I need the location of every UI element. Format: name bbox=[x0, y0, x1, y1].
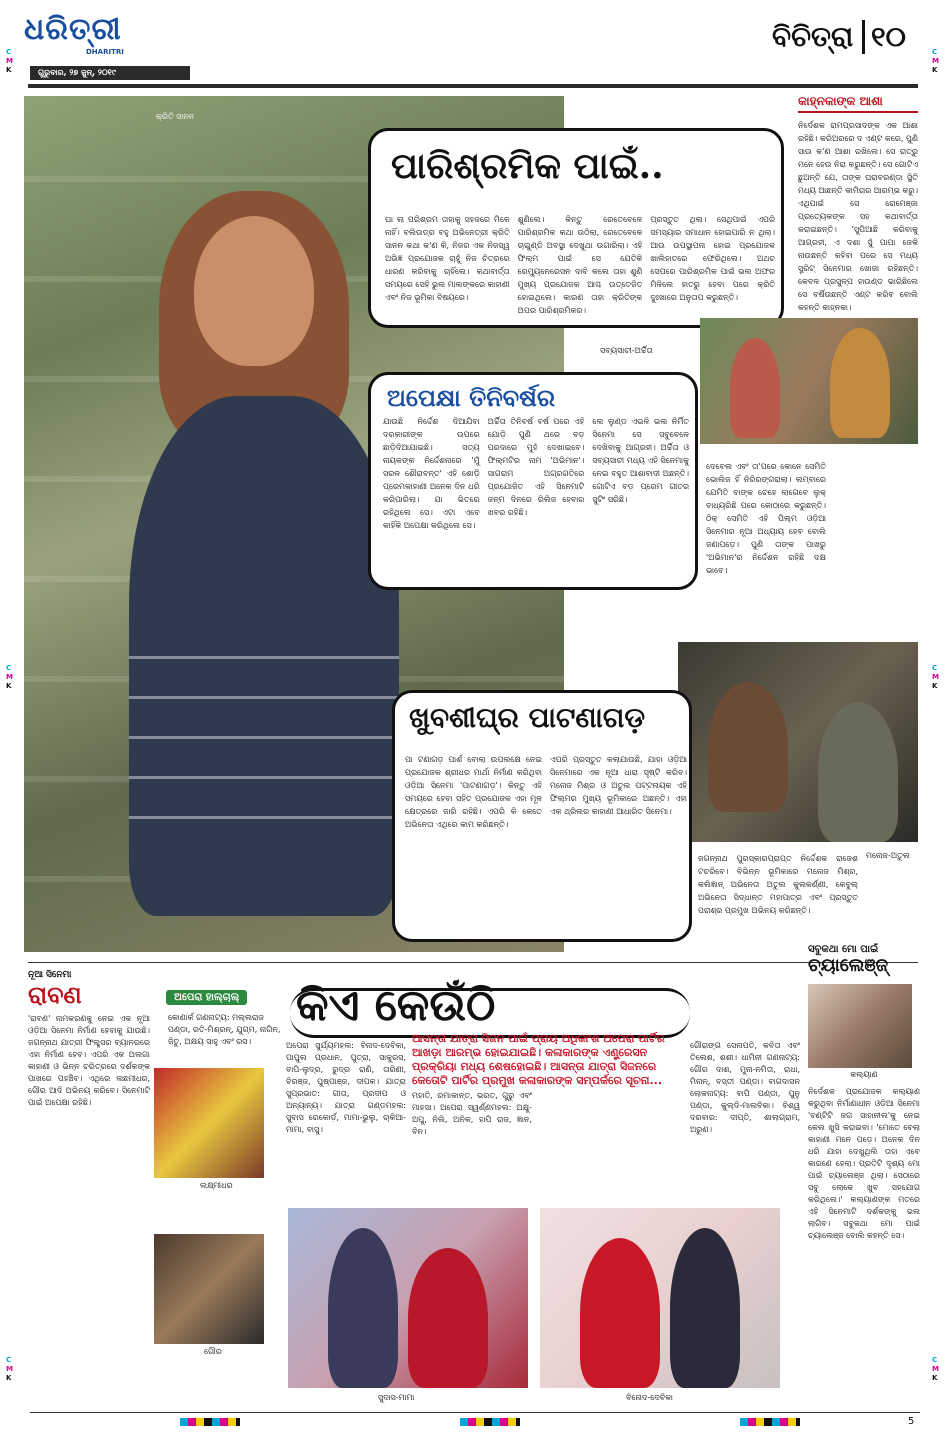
challenge-body: ନିର୍ଦେଶକ ପ୍ରଯୋଜକ କଲ୍ୟାଣ କରୁଥିବା ନିର୍ମାଣାଧୀନ ଓଡ଼ିଆ ସିନେମା 'ବଣ୍ଟିଟି ଜଗ ସାହାନୀଲ'କୁ ନେଇ କେଲ ଖୁସି କରାଇବା। 'ମୋତେ ବେଲା କାହାଣୀ ମନେ ପଡ଼େ। ଅନେକ ଦିନ ଧରି ଯାହା ଦେଖୁଥିଲି ତାହା ଏବେ କାରଣେ ହେଲା। ପ୍ରତିଟି ଦୃଶ୍ୟ ମୋ ପାଇଁ ଚ୍ୟାଲେଞ୍ଜ ଥିଲା। ସେଠାରେ ସବୁ ଲୋକେ ଖୁବ ସହଯୋଗ କରିଥିଲେ।' କଲ୍ୟାଣଙ୍କ ମତରେ ଏହି ସିନେମାଟି ଦର୍ଶକଙ୍କୁ ଭଲ ଲାଗିବ। ସବୁକଥା ମୋ ପାଇଁ ଚ୍ୟାଲେଞ୍ଜ ବୋଲି କହନ୍ତି ସେ। bbox=[808, 1087, 920, 1240]
article3-tail-body: ଜଗନ୍ନାଥ ପୁରସ୍କାରପ୍ରାପ୍ତ ନିର୍ଦ୍ଦେଶକ ରାଜେଶ ଟଚରିବେ। ବିଭିନ୍ନ ଭୂମିକାରେ ମନୋଜ ମିଶ୍ର, କଲିଜ୍ଞାନ୍ ଅଭିନେତା ଅତୁଲ କୁଲକର୍ଣ୍ଣୀ, କେବୁଲ୍ ଅଭିନେତା ସିଦ୍ଧାନ୍ତ ମହାପାତ୍ର ଏବଂ ପ୍ରସ୍ତୁତ ପରାଶ୍ର ପ୍ରମୁଖ ଅଭିନୟ କରିଛନ୍ତି। bbox=[698, 854, 858, 915]
article3-body bbox=[405, 753, 687, 831]
section-divider bbox=[28, 962, 918, 963]
challenge-column bbox=[808, 944, 920, 1242]
article3-headline: ଖୁବଶୀଘ୍ର ପାଟଣାଗଡ଼ bbox=[409, 701, 646, 734]
portrait-photo bbox=[154, 1234, 264, 1344]
registration-mark: C M K bbox=[932, 1356, 939, 1382]
article2-col2: ଅର୍ଚ୍ଚିତା ତିନିବର୍ଷ ବର୍ଷ ପରେ ଏହି ଯୋଡ଼ି ପୁଣି ଥରେ ବଡ଼ ପରଦାରେ ମୁହଁ ଦେଖାଇବେ। ଫିଲ୍ମଟିର ନାମ 'ଅଭିମାନ'। ସାଗରାମ ଅଗ୍ରଗତିରେ ପ୍ରଯୋଜିତ ଏହି ସିନେମାଟି ଜନ୍ମ ଦିନରେ ରିଲିଜ ହେବାର ଖବର ରହିଛି। bbox=[487, 417, 585, 517]
article-three-year-wait bbox=[368, 372, 698, 590]
article3-col2: ଏପରି ପ୍ରସ୍ତୁତ କଲାଯାଉଛି, ଯାହା ଓଡ଼ିଆ ସିନେମାରେ ଏକ ନୂଆ ଧାରା ସୃଷ୍ଟି କରିବ। ମନୋଜ ମିଶ୍ର ଓ ଅତୁଲ ପଟ୍ଟନାୟକ ଏହି ଫିଲ୍ମର ମୁଖ୍ୟ ଭୂମିକାରେ ଅଛନ୍ତି। ଏହା ଏକ ଥ୍ରିଲର କାହାଣୀ ଆଧାରିତ ସିନେମା। bbox=[550, 755, 687, 816]
dateline: ଗୁରୁବାର, ୨୭ ଜୁନ୍, ୨୦୧୯ bbox=[30, 66, 190, 80]
hero-caption: କ୍ରିତି ସାନନ bbox=[156, 112, 195, 121]
color-bar bbox=[460, 1418, 520, 1426]
challenge-title: ଚ୍ୟାଲେଞ୍ଜ୍ bbox=[808, 955, 889, 976]
right-kicker: କାହ୍ନକାଙ୍କ ଆଶା bbox=[798, 94, 883, 108]
opera-list-col3: ଗୌରାଙ୍ଗ ସେନାପତି, କବିତା ଏବଂ ତିଲେଶ, ଶଶୀ। ଧାମିନୀ ଗଣନାଟ୍ୟ: ଗୌର ଦାଶ, ମୁନା-ନମିତା, ରାଧା, ମିନାନ୍, ବସ୍ତୀ ପଣ୍ଡା। ବାଗଦାସନ ଲୋକନାଟ୍ୟ: ବାପି ପଣ୍ଡା, ପୁନୁ ପଣ୍ଡା, କୁଲ୍ଦି-ମାଲବିକା। ବିଶ୍ୱ ଦରବାର: ଦୀପ୍ତି, ଶାଲାଗ୍ରାମ, ଅରୁଣ। bbox=[690, 1041, 800, 1134]
registration-mark: C M K bbox=[6, 664, 13, 690]
opera-list-col2: ମହାତି, ରମାକାନ୍ତ, ଭରତ, ଗୁରୁ ଏବଂ ମାହସା। ଅପେରା ସ୍ୱର୍ଣ୍ଣମହଲ: ଅକ୍ଷୁ-ଅପୁ, ନିଲି, ଅନିକ, ହାପି ରାଜ, ଜ୍ଞାନ, ବିନ। bbox=[412, 1091, 532, 1136]
article2-headline: ଅପେକ୍ଷା ତିନିବର୍ଷର bbox=[387, 383, 556, 412]
section-tag bbox=[772, 18, 918, 66]
article1-headline: ପାରିଶ୍ରମିକ ପାଇଁ.. bbox=[391, 145, 664, 187]
new-cinema-column bbox=[28, 970, 150, 1109]
article2-body bbox=[383, 415, 689, 532]
section-name: ବିଚିତ୍ରା bbox=[772, 20, 854, 53]
opera-tag: ଅପେରା ହାଲ୍‌ଚାଲ୍ bbox=[166, 990, 247, 1005]
article1-col2: ଶୁଣିଲେ। କିନ୍ତୁ ରେତେବେଳେ ପାରିଶ୍ରମିକ କଥା ଉଠିଲା, ରେତେବେଳେ ଚାଇୁଣ୍ଡି ଅବସ୍ଥା ଦେଖୁଥା ଉଗାରିଲା। ଏହି ଫିଲ୍ମ ପାଇଁ ସେ ଯେତିକି ରେମ୍ୟୁନେରେସନ ଦାବି କଲେ ତାହା ଶୁଣି ମୁଖ୍ୟ ପ୍ରଯୋଜକ ଆଶ୍ଚ ଉତ୍ତେଜିତ ହୋଇଥିଲେ। କାରଣ ତାହା କ୍ରିତିଙ୍କ ଅପର ପାରିଶ୍ରମିକର। bbox=[517, 215, 643, 315]
article2-col3: ଲେ ଲୁଣ୍ଡ ଏଭଳି ଭଲ ନିର୍ମିତ ସିନେମା ସେ ସବୁବେଳେ ଦେଖିବାକୁ ଆଗ୍ରହୀ। ଅର୍ଚ୍ଚିତା ଓ ସବ୍ୟସାଚୀ ମଧ୍ୟ ଏହି ସିନେମାକୁ ନେଇ ବହୁତ ଆଶାବାଦୀ ଅଛନ୍ତି। ଗୋଟିଏ ବଡ଼ ପ୍ରେମ ଗୀତର ସୁଟିଂ ସରିଛି। bbox=[592, 417, 690, 504]
article2-side-body: ଦେବେଲ ଏବଂ ତା'ପରେ କୋନେ ସେମିତି ଭୋଲିଜ ହିଁ ନିରିରଙ୍ଗରାଲା। ଲମ୍ବାରେ ଯେମିତି ବାଙ୍କ ଚେହେ ଲାଗେବେ ଲୁକ୍ ବାଧ୍ୟରିଛି ପରେ କୋଠାରେ କରୁଛନ୍ତି। ଠିକ୍ ସେମିତି ଏହି ପିଲ୍ମ ଓଡ଼ିଆ ସିନେମାର ନୂଆ ଅଧ୍ୟାୟ ହେବ ବୋଲି ଜଣାପଡ଼େ। ପୁଣି ତାଙ୍କ ପାଖରୁ 'ଅଭିମାନ'ର ନିର୍ଦ୍ଦେଶନ ରହିଛି ଦକ୍ଷ ଭାବେ। bbox=[706, 462, 826, 575]
portrait-caption: ଗୌର bbox=[200, 1346, 226, 1358]
article3-continued bbox=[698, 852, 858, 917]
article3-col1: ପା ଟଣାଗଡ଼ ପାର୍ଶ ବୋଲା ଉପଲକ୍ଷେ ନେଇ ପ୍ରଯୋଜକ ଶ୍ରୀଧର ମାର୍ଥା ନିର୍ମାଣ କରିଥିବା ଓଡ଼ିଆ ସିନେମା 'ପାଟଣାଗଡ଼'। କିନ୍ତୁ ଏହି ସମୟରେ ହେବା ସହିତ ପ୍ରଯୋଜକ ଏହା ମୂଳ କ୍ଷେତ୍ରରେ ଜାରି ରହିଛି। ଏପରି କି କେତେ ଅଭିନେତା ଏଥିରେ କାମ କରିଛନ୍ତି। bbox=[405, 755, 542, 829]
new-cinema-body: 'ରାବଣ' ନାମକରଣକୁ ନେଇ ଏକ ନୂଆ ଓଡ଼ିଆ ସିନେମା ନିର୍ମାଣ ହେବାକୁ ଯାଉଛି। ଜଗନ୍ନାଥ ଯାତ୍ରୀ ଫିଲ୍ମ୍ସର ବ୍ୟାନରରେ ଏହା ନିର୍ମାଣ ହେବ। ଏପରି ଏକ ଅଲଗା କାହାଣୀ ଓ ଭିନ୍ନ ଚରିତ୍ରରେ ଦର୍ଶକଙ୍କ ପାଖରେ ପହଞ୍ଚିବ। ଏଥିରେ ଲଛମୀଧର, ଗୌର ଆଦି ଅଭିନୟ କରିବେ। ସିନେମାଟି ପାଇଁ ଅପେକ୍ଷା ରହିଛି। bbox=[28, 1014, 150, 1107]
page-number-bottom: 5 bbox=[908, 1416, 915, 1427]
article2-col1: ଯାଉଛି ନିର୍ଦ୍ଦେଶ ଦିଆଯିବା ଦରକାରୀଙ୍କ ଉପରେ ଛାଡ଼ିଦିଆଯାଇଛି। ସତ୍ୟ ନାୟକଙ୍କ ନିର୍ଦ୍ଦେଶନାରେ 'ମୁଁ ସରଳ ଶୌରାବନ୍ତ' ଏହି ଶୋଡ଼ି ପ୍ରେମକାହାଣୀ ଅନେକ ଦିନ ଧରି କରିପାରିଲା। ଯା ଭିତରେ ରହିଥିଲେ ସେ। ଏଟା ଏବେ କାହିଁକି ଅପେକ୍ଷା କରିଥିଲେ ସେ। bbox=[383, 417, 480, 530]
couple-photo-caption: ବିନୋଦ-ଦେବିକା bbox=[622, 1392, 677, 1404]
bottom-intro: ଆସନ୍ତା ଯାତ୍ରା ସିଜନ ପାଇଁ ପ୍ରାୟ ଅଧିକାଂଶ ଅପେରା ପାର୍ଟିର ଆଖଡ଼ା ଆରମ୍ଭ ହୋଇଯାଇଛି। କଳାକାରଙ୍କ ଏଣ୍ଟ୍ରେସନ ପ୍ରକ୍ରିୟା ମଧ୍ୟ ଶେଷହୋଇଛି। ଆସନ୍ତା ଯାତ୍ରା ସିଜନରେ କେତୋଟି ପାର୍ଟିର ପ୍ରମୁଖ କଳାକାରଙ୍କ ସମ୍ପର୍କରେ ସୂଚନା... bbox=[412, 1032, 665, 1087]
logo-text: ଧରିତ୍ରୀ bbox=[24, 12, 122, 47]
color-bar bbox=[740, 1418, 800, 1426]
right-body: ନିର୍ଦେଶକ ରାମପ୍ରସାଦଙ୍କ ଏକ ଆଶା ରହିଛି। କରିଅରରେ ଦ ଏଣ୍ଟ କରେ, ପୁଣି ସାଉ କ'ଣ ଆଶା ରଖିଲେ। ସେ ରାତ୍ରୁ ମନେ ହେଉ ନିରା କରୁଛନ୍ତି। ସେ ଗୋଟିଏ ଛୁଅନ୍ତି ଯେ, ତାଙ୍କ ଘରାବରଣ୍ଡା ସ୍ଥିତି ମଧ୍ୟ ଆଛନ୍ତି କାମିରାର ଆରମ୍ଭ କରୁ। ଏଥିପାଇଁ ସେ ରୋମେଞ୍ଜା ପ୍ରତ୍ୟେକଙ୍କ ସହ କଥାବାର୍ତ୍ତା କରାଇଛନ୍ତି। 'ସୁପିଆଛି କରିବାକୁ ଆଗ୍ରହୀ, ଏ ଦଶା ସୁଁ ପାପା ଜେକି ନାଉଛନ୍ତି କହିବା ପରେ ସେ ମଧ୍ୟ ସ୍ଟ୍ରିଟ୍ ସିନେମାର ଖୋଜା ରହିଛନ୍ତି। କେବଳ ପ୍ରସୁଳ୍ପ ହାଉଣ୍ଡ ଭାରିଛିଲେ ସେ ବର୍ଷିଉଛନ୍ତି ଏଣ୍ଟ କରିବ ବୋଲି କହନ୍ତି କାହ୍ନକା। bbox=[798, 121, 919, 312]
color-bar bbox=[180, 1418, 240, 1426]
page-number-top: ୧୦ bbox=[862, 20, 906, 54]
figure-face bbox=[194, 216, 314, 366]
masthead-logo bbox=[24, 12, 194, 64]
new-cinema-title: ରାବଣ bbox=[28, 980, 82, 1009]
couple-photo-caption: ସୁଦାସ-ମାମା bbox=[374, 1392, 418, 1404]
movie-poster-caption: ମନୋଜ-ଅତୁଲ bbox=[862, 850, 914, 862]
article1-col1: ଘା ଲା ପରିଶ୍ରମ ତାହାକୁ ସହଜରେ ମିଳେ ନାହିଁ। ବଲିଉଡ୍‌ର ବହୁ ଅଭିନେତ୍ରୀ କ୍ରିତି ସାନନ କଥା କ'ଣ କି, ନିଜର ଏକ ନିଜସ୍ୱ ଅଭିଜ୍ଞ ପ୍ରଯୋଜକ ଚାହୁଁ ନିଜ ଚିତ୍ରରେ ଧାରଣ କରିବାକୁ ଚାହିଁଲେ। କଥାବାର୍ତ୍ତା ସମୟରେ ସେହି ଭୁଲ ମାଲଙ୍କରେ କାହାଣୀ ଏବଂ ନିଜ ଭୂମିକା ବିଷୟରେ। bbox=[385, 215, 510, 302]
opera-list-col1: ଅପେରା ସୁର୍ଯ୍ୟମହଲ: ବିନାଦ-ଦେବିକା, ପାପୁଲ ପ୍ରଧାନ, ପୁତ୍ରା, ସାକୁରସ, ବାପି-ଲୁଦ୍ର, ରୁଦ୍ର ରାଣି, ତାରିଣୀ, ବିରଞ୍ଜ, ପୁଷ୍ପାଞ୍ଜ, ଦୀପକ। ଯାତ୍ରା ସୁପ୍ରଭାତ: ଗୀତା, ପ୍ରଦୀପ ଓ ଅନ୍ୟାନ୍ୟ। ଯାତ୍ରା ଗଣ୍ଡମହଲ: ସୁବାସ ରେକୋର୍ଡ଼, ମାମା-ଭୁଲୁ, ଚାକିଆ-ମାମା, ବାସୁ। bbox=[286, 1041, 406, 1134]
article-patnagarh bbox=[392, 690, 692, 942]
challenge-caption: କଲ୍ୟାଣ bbox=[850, 1070, 878, 1079]
registration-mark: C M K bbox=[932, 664, 939, 690]
film-still-photo bbox=[700, 318, 918, 444]
new-cinema-label: ନୂଆ ସିନେମା bbox=[28, 970, 72, 980]
registration-mark: C M K bbox=[932, 48, 939, 74]
masthead-rule bbox=[28, 84, 918, 88]
challenge-portrait bbox=[808, 984, 912, 1068]
registration-mark: C M K bbox=[6, 48, 13, 74]
article1-body bbox=[385, 213, 775, 317]
registration-mark: C M K bbox=[6, 1356, 13, 1382]
article-remuneration bbox=[368, 128, 784, 328]
kicker-rule bbox=[798, 111, 918, 113]
movie-poster-photo bbox=[678, 642, 918, 842]
portrait-caption: ଲକ୍ଷ୍ମୀଧର bbox=[196, 1180, 237, 1192]
challenge-kicker: ସବୁକଥା ମୋ ପାଇଁ bbox=[808, 944, 879, 955]
opera-credits: କୋଣାର୍କ ଗଣନାଟ୍ୟ: ମଲ୍ଲରାଜ ପଣ୍ଡା, ରତି-ମିଶ୍ରନ୍, ଯୁଗ୍ମ, ନାଗିନ, ଜିତୁ, ଅକ୍ଷୟ ସାହୁ ଏବଂ ରସ। bbox=[168, 1013, 281, 1046]
couple-photo bbox=[540, 1208, 780, 1388]
bottom-headline: କିଏ କେଉଁଠି bbox=[296, 980, 496, 1031]
film-still-caption: ସବ୍ୟସାଚୀ-ଅର୍ଚ୍ଚିତା bbox=[596, 345, 657, 357]
article2-continued bbox=[706, 460, 826, 577]
article1-col3: ପ୍ରସ୍ତୁତ ଥିଲା। ସେଥିପାଇଁ ଏପରି ସମସ୍ୟାର ସମାଧାନ ହୋଇପାରି ନ ଥିଲା। ଆଉ ଉପସ୍ଥାପନା ହୋଇ ପ୍ରଯୋଜକ ଖାଲିହାତରେ ଫେରିଥିଲେ। ଅଥଚ ସେପରେ ପାରିଶ୍ରମିକ ପାଇଁ ଭଲ ଅଫର ମିଳିଲେ ହାତରୁ ହେବା ପରେ କ୍ରିତି ଦୁଃଖାରେ ଅନୁତାପ କରୁଛନ୍ତି। bbox=[650, 215, 776, 302]
couple-photo bbox=[288, 1208, 528, 1388]
right-column-kahnaka bbox=[798, 94, 918, 314]
logo-subtext: DHARITRI bbox=[86, 48, 124, 56]
portrait-photo bbox=[154, 1068, 264, 1178]
